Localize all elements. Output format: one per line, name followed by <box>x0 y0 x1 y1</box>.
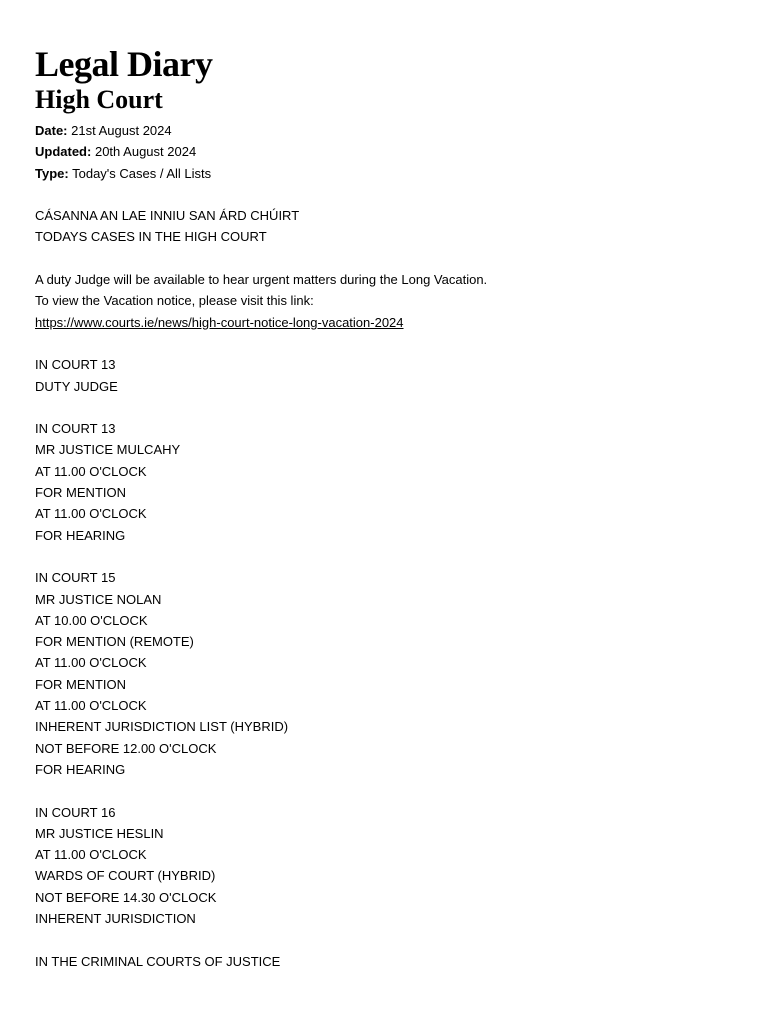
court-section-line: INHERENT JURISDICTION LIST (HYBRID) <box>35 719 289 735</box>
court-section-line: AT 11.00 O'CLOCK <box>35 698 147 714</box>
notice-line-1: A duty Judge will be available to hear urgent matters during the Long Vacation. <box>35 272 488 288</box>
meta-type-label: Type: <box>35 165 69 181</box>
court-section-line: DUTY JUDGE <box>35 378 118 394</box>
court-section-line: MR JUSTICE HESLIN <box>35 825 164 841</box>
meta-type <box>35 163 733 184</box>
meta-date <box>35 120 733 141</box>
meta-updated-value: 20th August 2024 <box>94 144 197 160</box>
meta-date-value: 21st August 2024 <box>71 123 172 138</box>
diary-body <box>35 184 733 972</box>
court-section-line: IN COURT 13 <box>35 421 116 437</box>
meta-date-label: Date: <box>35 123 68 138</box>
court-section-line: NOT BEFORE 12.00 O'CLOCK <box>35 740 217 756</box>
english-heading: TODAYS CASES IN THE HIGH COURT <box>35 229 267 245</box>
court-section <box>35 802 733 930</box>
court-section-line: NOT BEFORE 14.30 O'CLOCK <box>35 889 217 905</box>
court-section-line: FOR MENTION (REMOTE) <box>35 634 194 650</box>
court-section-line: FOR MENTION <box>35 485 126 501</box>
court-sections <box>35 333 733 972</box>
meta-updated <box>35 141 733 162</box>
court-section-line: FOR HEARING <box>35 761 126 777</box>
notice-line-2: To view the Vacation notice, please visit this link: <box>35 293 314 309</box>
court-section-line: AT 11.00 O'CLOCK <box>35 847 147 863</box>
court-section-line: AT 11.00 O'CLOCK <box>35 655 147 671</box>
court-section-line: MR JUSTICE MULCAHY <box>35 442 181 458</box>
court-section <box>35 418 733 546</box>
court-section-line: FOR HEARING <box>35 527 126 543</box>
court-section-line: AT 11.00 O'CLOCK <box>35 463 147 479</box>
court-section <box>35 354 733 397</box>
court-section-line: AT 10.00 O'CLOCK <box>35 612 148 628</box>
meta-block <box>35 120 733 184</box>
vacation-notice-link[interactable]: https://www.courts.ie/news/high-court-notice-long-vacation-2024 <box>35 314 404 330</box>
meta-type-value: Today's Cases / All Lists <box>72 165 212 181</box>
court-section-line: FOR MENTION <box>35 676 126 692</box>
court-section-line: IN COURT 15 <box>35 570 116 586</box>
court-section-line: AT 11.00 O'CLOCK <box>35 506 147 522</box>
court-section-line: IN COURT 16 <box>35 804 116 820</box>
court-section-line: INHERENT JURISDICTION <box>35 910 196 926</box>
page-subtitle: High Court <box>35 85 163 114</box>
court-section-line: IN THE CRIMINAL COURTS OF JUSTICE <box>35 953 281 969</box>
court-section-line: WARDS OF COURT (HYBRID) <box>35 868 216 884</box>
court-section <box>35 567 733 780</box>
page-title: Legal Diary <box>35 44 213 84</box>
meta-updated-label: Updated: <box>35 144 92 160</box>
court-section-line: IN COURT 13 <box>35 357 116 373</box>
court-section <box>35 951 733 972</box>
irish-heading: CÁSANNA AN LAE INNIU SAN ÁRD CHÚIRT <box>35 208 300 224</box>
court-section-line: MR JUSTICE NOLAN <box>35 591 162 607</box>
